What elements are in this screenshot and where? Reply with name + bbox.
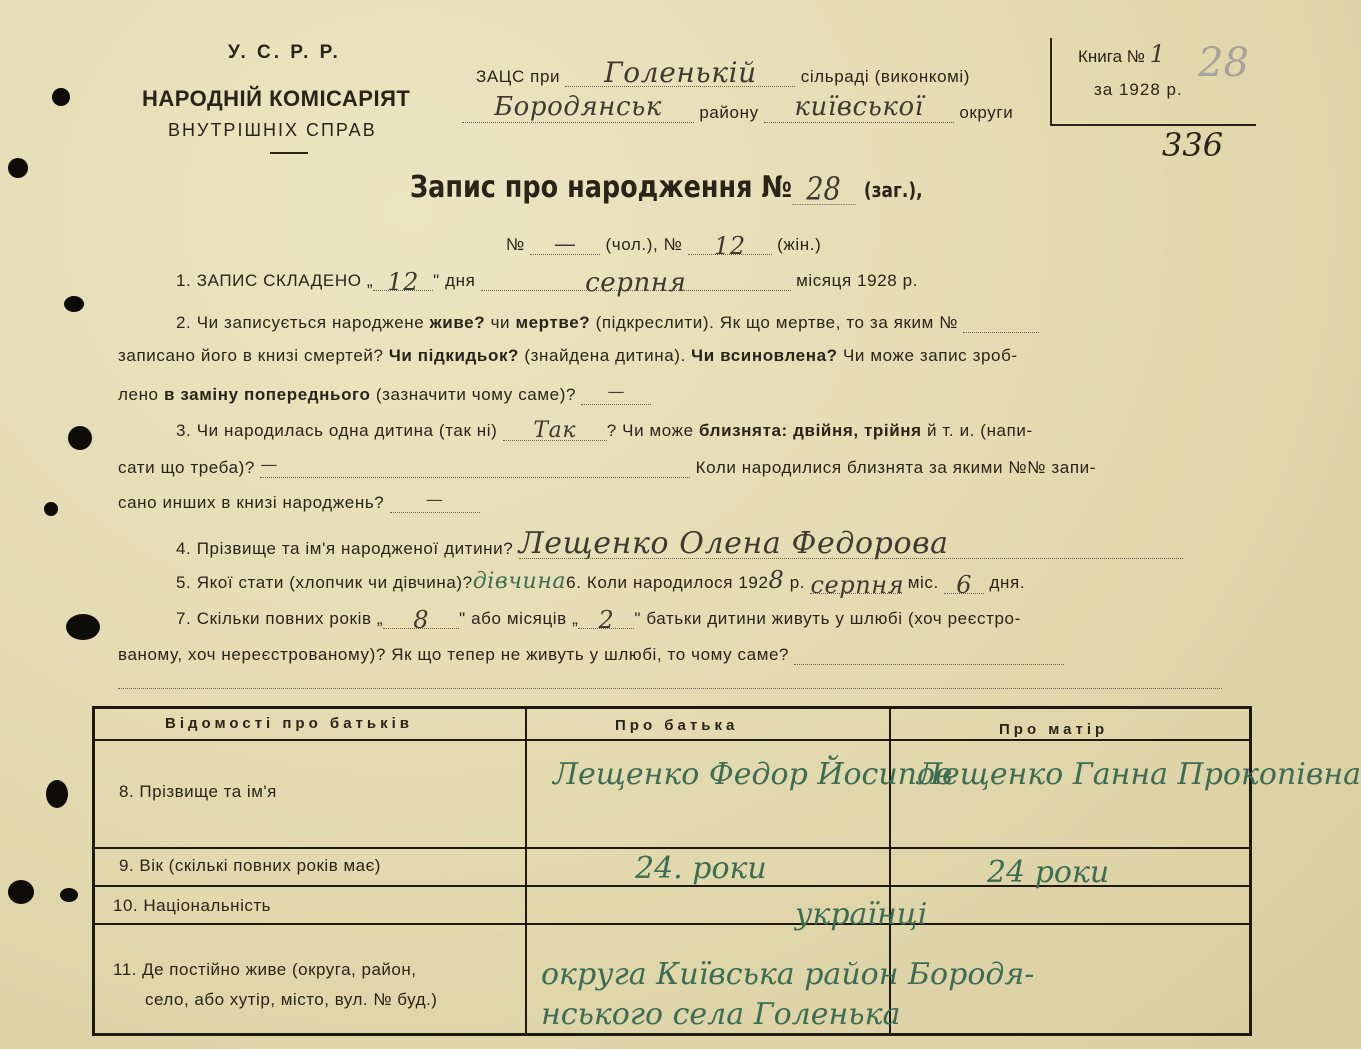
item2-text: (знайдена дитина). [524,346,686,365]
district-field: Бородянськ [462,92,694,123]
twin-types: двійня, трійня [793,421,922,440]
marriage-months-field: 2 [578,606,634,629]
replacement-question: в заміну попереднього [163,385,371,404]
row-residence-label-1: 11. Де постійно живе (округа, район, [113,960,417,979]
zags-prefix: ЗАЦС при [476,67,561,86]
death-number-field [963,310,1039,333]
child-name-field: Лещенко Олена Федорова [519,526,1183,559]
row-nationality-label: 10. Національність [113,896,271,915]
punch-hole [66,614,100,640]
foundling-question: Чи підкидьок? [388,346,520,365]
or-text: чи [490,313,511,332]
commissariat-heading: НАРОДНІЙ КОМІСАРІЯТ [142,86,411,111]
month-label: місяця 1928 р. [796,271,919,290]
item3-text: сано инших в книзі народжень? [118,493,385,512]
item3-text: ? Чи може [606,421,694,440]
mother-age: 24 роки [987,855,1110,890]
punch-hole [8,880,34,904]
marriage-months-label: " або місяців „ [459,609,579,628]
divider [270,152,308,154]
item2-text: записано його в книзі смертей? [118,346,384,365]
punch-hole [60,888,78,902]
title-suffix: (заг.), [863,178,923,202]
row-residence-label-2: село, або хутір, місто, вул. № буд.) [145,990,438,1009]
item-3-line3 [118,490,480,513]
marriage-reason-field [794,642,1064,665]
alive-option: живе? [429,313,486,332]
village-suffix: сільраді (виконкомі) [800,67,971,86]
sex-field: дівчина [472,569,567,594]
residence-line-1: округа Київська район Бородя- [541,957,1035,992]
column-divider [525,709,527,1033]
sex-label: 5. Якої стати (хлопчик чи дівчина)? [176,573,473,592]
replacement-field: — [581,382,651,405]
record-title [410,170,923,208]
father-name: Лещенко Федор Йосипов [553,757,953,792]
father-age: 24. роки [635,851,767,886]
item2-text: 2. Чи записується народжене [176,313,425,332]
okrug-field: київської [764,92,954,123]
item-2-line2 [118,346,1018,366]
header-mother: Про матір [999,721,1109,738]
zags-line [476,56,970,87]
birth-day-field: 6 [944,571,984,594]
item-2-line3 [118,382,651,405]
item2-text: (зазначити чому саме)? [375,385,577,404]
twins-numbers-field: — [390,490,480,513]
parents-table [92,706,1361,1036]
item-1 [176,268,919,298]
row-divider [95,847,1249,849]
marriage-years-field: 8 [383,606,459,629]
row-divider [95,923,1249,925]
item2-text: Чи може запис зроб- [842,346,1018,365]
birth-month-field: серпня [810,571,905,599]
item3-text: 3. Чи народилась одна дитина (так ні) [176,421,498,440]
ussr-heading: У. С. Р. Р. [228,42,341,63]
twins-label: близнята: [699,421,788,440]
item-7-line2 [118,642,1064,665]
item3-text: сати що треба)? [118,458,255,477]
item-3-line2 [118,455,1096,478]
marriage-text: " батьки дитини живуть у шлюбі (хоч реєстро- [634,609,1021,628]
item2-text: лено [118,385,159,404]
male-label: (чол.), № [605,235,683,254]
item-3-line1 [176,418,1033,441]
month-field: серпня [481,268,791,291]
adopted-question: Чи всиновлена? [691,346,838,365]
year-suffix: р. [789,573,806,592]
punch-hole [8,158,28,178]
counts-line [506,232,822,260]
book-year: за 1928 р. [1094,80,1183,99]
item-4 [176,526,1183,559]
item-5 [176,566,1026,599]
blank-line [118,688,1222,689]
okrug-label: округи [959,103,1014,122]
archive-number: 336 [1162,126,1224,164]
row-divider [95,739,1249,741]
marriage-years-label: 7. Скільки повних років „ [176,609,384,628]
village-field: Голенькій [565,56,795,87]
day-field: 12 [373,268,433,291]
child-name-label: 4. Прізвище та ім'я народженої дитини? [176,539,514,558]
book-label: Книга № [1078,47,1146,66]
day-label: дня. [989,573,1026,592]
punch-hole [68,426,92,450]
row-name-label: 8. Прізвище та ім'я [119,782,277,801]
record-number: 28 [792,170,855,205]
book-extra-number: 28 [1198,40,1249,86]
twins-field: — [260,455,690,478]
header-father: Про батька [615,717,739,734]
title-text: Запис про народження № [410,170,793,205]
district-line [462,92,1013,123]
male-count: — [530,232,600,255]
item3-text: Коли народилися близнята за якими №№ запи- [695,458,1096,477]
department-heading: ВНУТРІШНІХ СПРАВ [168,120,377,140]
punch-hole [52,88,70,106]
item-2-line1 [176,310,1039,333]
book-line [1078,40,1165,68]
female-label: (жін.) [777,235,822,254]
header-parents-info: Відомості про батьків [165,715,413,732]
book-number: 1 [1149,40,1166,68]
item3-text: й т. и. (напи- [927,421,1033,440]
district-label: району [699,103,759,122]
birth-date-label: 6. Коли народилося 192 [566,573,769,592]
female-count: 12 [688,232,772,255]
marriage-reason-label: ваному, хоч нереєстрованому)? Як що тепер не живуть у шлюбі, то чому саме? [118,645,790,664]
dead-option: мертве? [515,313,591,332]
punch-hole [64,296,84,312]
residence-line-2: нського села Голенька [541,997,901,1032]
punch-hole [44,502,58,516]
item2-text: (підкреслити). Як що мертве, то за яким № [595,313,959,332]
single-child-field: Так [503,418,607,441]
no-label: № [506,235,525,254]
month-abbr: міс. [907,573,939,592]
punch-hole [46,780,68,808]
nationality: українці [795,897,928,932]
birth-year-digit: 8 [768,566,785,594]
mother-name: Лещенко Ганна Прокопівна [917,757,1361,792]
item-7-line1 [176,606,1021,634]
row-age-label: 9. Вік (скількі повних років має) [119,856,381,875]
day-label: " дня [433,271,476,290]
item1-label: 1. ЗАПИС СКЛАДЕНО „ [176,271,374,290]
